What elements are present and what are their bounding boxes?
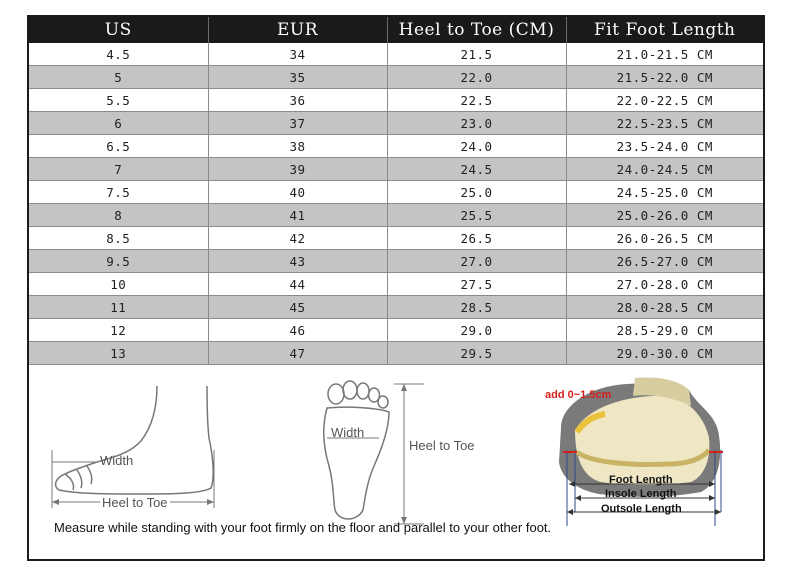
eur-size-cell: 36 [208,89,387,112]
fit-foot-length-cell: 28.5-29.0 CM [566,319,763,342]
us-size-cell: 11 [29,296,208,319]
table-row [29,296,763,319]
us-size-cell: 12 [29,319,208,342]
side-length-label: Heel to Toe [102,495,168,510]
table-row [29,181,763,204]
table-row [29,89,763,112]
header-fit-foot-length: Fit Foot Length [566,17,763,43]
table-row [29,135,763,158]
heel-to-toe-cell: 23.0 [387,112,566,135]
table-row [29,112,763,135]
us-size-cell: 7 [29,158,208,181]
insole-length-label: Insole Length [605,488,677,500]
heel-to-toe-cell: 24.5 [387,158,566,181]
size-table [29,17,763,365]
table-row [29,43,763,66]
eur-size-cell: 41 [208,204,387,227]
side-width-label: Width [100,453,134,468]
us-size-cell: 8.5 [29,227,208,250]
eur-size-cell: 34 [208,43,387,66]
heel-to-toe-cell: 22.5 [387,89,566,112]
us-size-cell: 5 [29,66,208,89]
side-foot-drawing [56,386,214,494]
table-header-row [29,17,763,43]
fit-foot-length-cell: 24.0-24.5 CM [566,158,763,181]
table-row [29,227,763,250]
table-row [29,273,763,296]
fit-foot-length-cell: 24.5-25.0 CM [566,181,763,204]
eur-size-cell: 39 [208,158,387,181]
heel-to-toe-cell: 29.0 [387,319,566,342]
eur-size-cell: 35 [208,66,387,89]
header-eur: EUR [208,17,387,43]
us-size-cell: 7.5 [29,181,208,204]
add-allowance-label: add 0~1.5cm [545,389,612,401]
fit-foot-length-cell: 21.5-22.0 CM [566,66,763,89]
heel-to-toe-cell: 28.5 [387,296,566,319]
header-us: US [29,17,208,43]
us-size-cell: 10 [29,273,208,296]
fit-foot-length-cell: 25.0-26.0 CM [566,204,763,227]
eur-size-cell: 44 [208,273,387,296]
sole-length-label: Heel to Toe [409,438,475,453]
header-heel-to-toe: Heel to Toe (CM) [387,17,566,43]
table-row [29,66,763,89]
fit-foot-length-cell: 23.5-24.0 CM [566,135,763,158]
us-size-cell: 9.5 [29,250,208,273]
eur-size-cell: 45 [208,296,387,319]
heel-to-toe-cell: 25.0 [387,181,566,204]
us-size-cell: 4.5 [29,43,208,66]
foot-length-label: Foot Length [609,474,673,486]
us-size-cell: 6 [29,112,208,135]
us-size-cell: 6.5 [29,135,208,158]
us-size-cell: 13 [29,342,208,365]
measurement-illustrations [29,366,763,559]
size-chart-frame [27,15,765,561]
outsole-length-label: Outsole Length [601,503,682,515]
heel-to-toe-cell: 25.5 [387,204,566,227]
table-row [29,319,763,342]
us-size-cell: 8 [29,204,208,227]
eur-size-cell: 42 [208,227,387,250]
heel-to-toe-cell: 26.5 [387,227,566,250]
table-row [29,250,763,273]
fit-foot-length-cell: 27.0-28.0 CM [566,273,763,296]
fit-foot-length-cell: 22.0-22.5 CM [566,89,763,112]
table-row [29,204,763,227]
heel-to-toe-cell: 24.0 [387,135,566,158]
heel-to-toe-cell: 27.5 [387,273,566,296]
sole-width-label: Width [331,425,365,440]
heel-to-toe-cell: 29.5 [387,342,566,365]
fit-foot-length-cell: 22.5-23.5 CM [566,112,763,135]
table-row [29,342,763,365]
eur-size-cell: 40 [208,181,387,204]
table-row [29,158,763,181]
heel-to-toe-cell: 21.5 [387,43,566,66]
eur-size-cell: 46 [208,319,387,342]
eur-size-cell: 47 [208,342,387,365]
fit-foot-length-cell: 21.0-21.5 CM [566,43,763,66]
sole-drawing [324,381,389,519]
heel-to-toe-cell: 27.0 [387,250,566,273]
eur-size-cell: 37 [208,112,387,135]
measurement-note: Measure while standing with your foot firmly on the floor and parallel to your other foot. [54,520,552,535]
us-size-cell: 5.5 [29,89,208,112]
eur-size-cell: 43 [208,250,387,273]
fit-foot-length-cell: 26.5-27.0 CM [566,250,763,273]
eur-size-cell: 38 [208,135,387,158]
heel-to-toe-cell: 22.0 [387,66,566,89]
fit-foot-length-cell: 29.0-30.0 CM [566,342,763,365]
fit-foot-length-cell: 26.0-26.5 CM [566,227,763,250]
fit-foot-length-cell: 28.0-28.5 CM [566,296,763,319]
